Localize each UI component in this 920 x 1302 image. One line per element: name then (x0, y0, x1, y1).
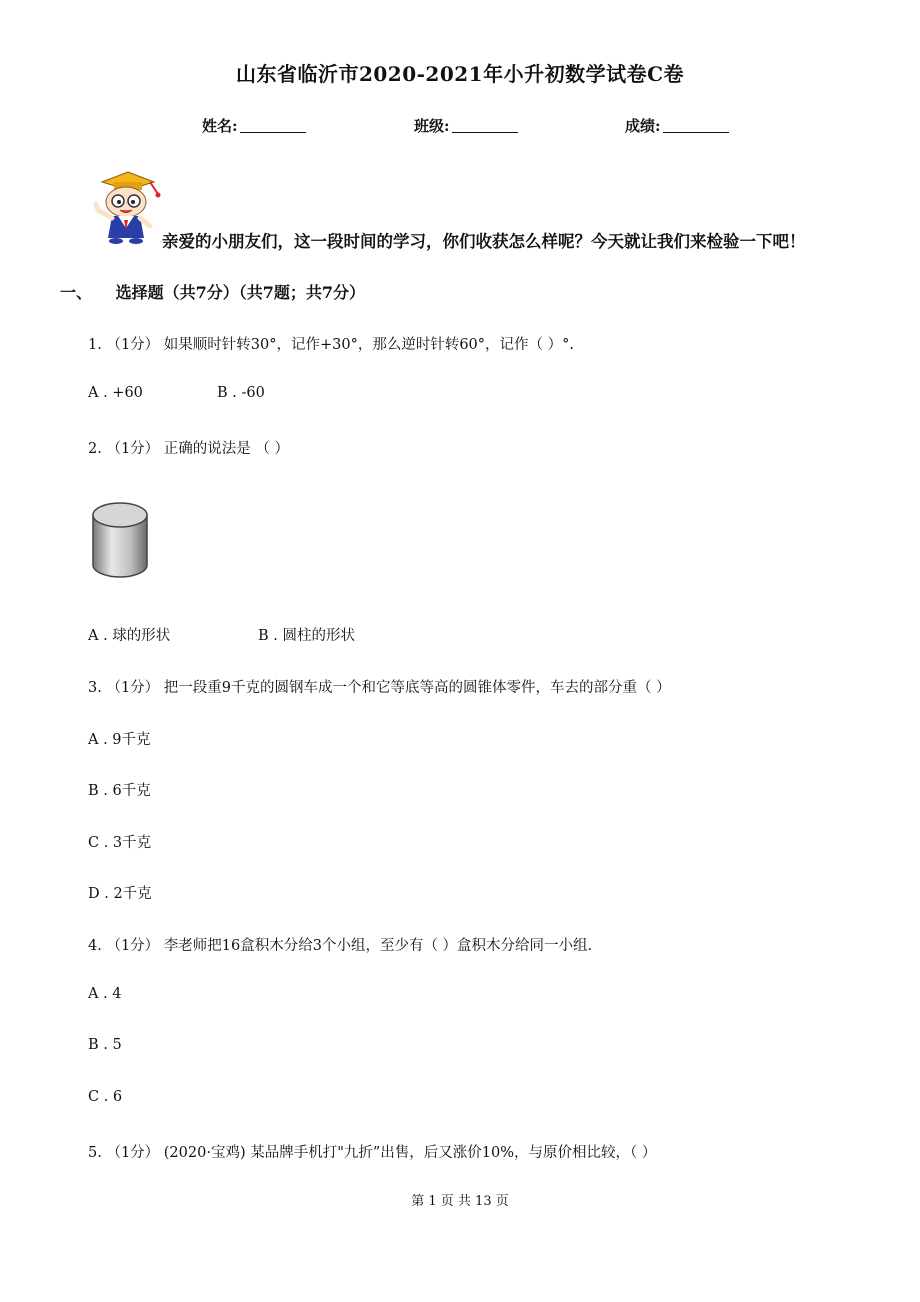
q2-option-b[interactable]: B . 圆柱的形状 (258, 628, 355, 644)
question-1: 1. （1分） 如果顺时针转30°，记作+30°，那么逆时针转60°，记作（ ）°. (88, 337, 574, 353)
cartoon-doctor-mascot-icon (88, 168, 166, 250)
page-footer: 第 1 页 共 13 页 (411, 1194, 509, 1209)
q1-option-b[interactable]: B . -60 (217, 385, 265, 401)
section-number: 一、 (60, 283, 93, 302)
question-4: 4. （1分） 李老师把16盒积木分给3个小组，至少有（ ）盒积木分给同一小组. (88, 938, 593, 954)
score-field (625, 115, 729, 136)
question-2: 2. （1分） 正确的说法是 （ ） (88, 441, 289, 457)
name-label: 姓名: (202, 117, 238, 135)
name-blank (240, 118, 306, 133)
page-title: 山东省临沂市2020-2021年小升初数学试卷C卷 (235, 62, 685, 86)
question-5: 5. （1分） (2020·宝鸡) 某品牌手机打"九折”出售，后又涨价10%，与原价相比较，（ ） (88, 1145, 657, 1161)
q3-option-b[interactable]: B . 6千克 (88, 783, 151, 799)
question-3: 3. （1分） 把一段重9千克的圆钢车成一个和它等底等高的圆锥体零件，车去的部分重（ ） (88, 680, 671, 696)
q3-option-c[interactable]: C . 3千克 (88, 835, 152, 851)
name-field (202, 115, 306, 136)
score-blank (663, 118, 729, 133)
class-blank (452, 118, 518, 133)
greeting-text: 亲爱的小朋友们，这一段时间的学习，你们收获怎么样呢？今天就让我们来检验一下吧！ (162, 232, 806, 251)
q4-option-c[interactable]: C . 6 (88, 1089, 123, 1105)
score-label: 成绩: (625, 117, 661, 135)
q3-option-a[interactable]: A . 9千克 (88, 732, 151, 748)
class-label: 班级: (414, 117, 450, 135)
q2-option-a[interactable]: A . 球的形状 (88, 628, 171, 644)
section-title: 选择题（共7分）（共7题；共7分） (115, 283, 365, 302)
section-heading (60, 280, 365, 303)
cylinder-figure-icon (90, 497, 150, 587)
q3-option-d[interactable]: D . 2千克 (88, 886, 152, 902)
q4-option-b[interactable]: B . 5 (88, 1037, 122, 1053)
class-field (414, 115, 518, 136)
q1-option-a[interactable]: A . +60 (88, 385, 143, 401)
q4-option-a[interactable]: A . 4 (88, 986, 122, 1002)
